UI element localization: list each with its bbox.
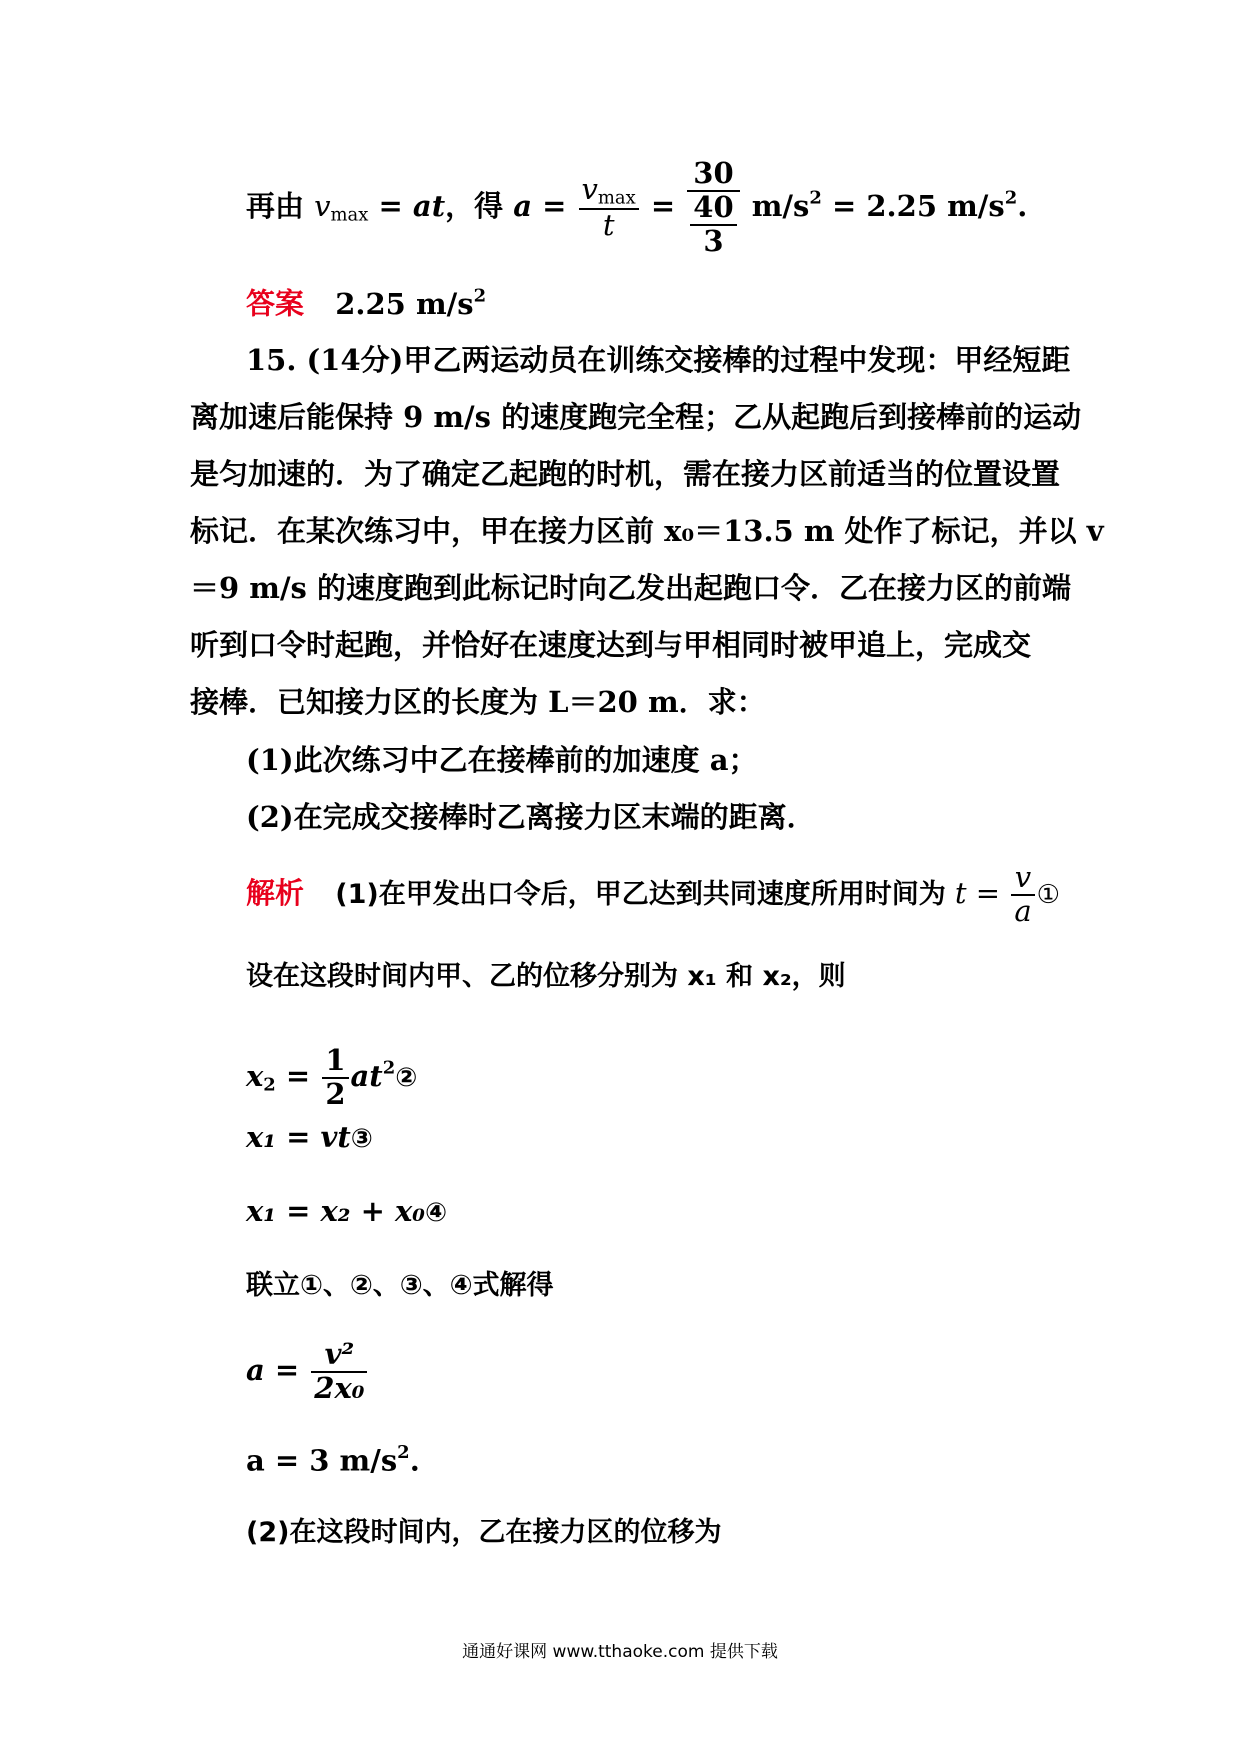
frac-den-2: 2	[325, 1076, 346, 1111]
result: = 2.25 m/s	[821, 188, 1005, 223]
frac-den-t: t	[602, 208, 615, 243]
formula-line	[246, 158, 1027, 258]
var-t: t	[954, 875, 967, 910]
equation-3	[246, 1120, 373, 1154]
frac-num-30: 30	[687, 158, 739, 192]
var-at: at	[350, 1058, 383, 1093]
text-prefix: 再由	[246, 188, 305, 223]
answer-line	[246, 287, 486, 319]
question-2: (2)在完成交接棒时乙离接力区末端的距离．	[246, 800, 816, 834]
equals: =	[640, 188, 686, 223]
problem-line-1: 15. (14分)甲乙两运动员在训练交接棒的过程中发现：甲经短距	[246, 343, 1071, 377]
equation-2	[246, 1045, 417, 1111]
solution-line-1	[246, 862, 1060, 928]
solution-text: (1)在甲发出口令后，甲乙达到共同速度所用时间为	[335, 878, 946, 910]
problem-line-4: 标记．在某次练习中，甲在接力区前 x₀＝13.5 m 处作了标记，并以 v	[190, 514, 1104, 548]
frac-num-1: 1	[322, 1045, 348, 1079]
circled-3: ③	[350, 1124, 373, 1154]
var-at: at	[412, 188, 446, 223]
a-result	[246, 1444, 420, 1476]
text-mid: ，得	[445, 188, 514, 223]
frac-den-a: a	[1014, 893, 1032, 928]
equals: =	[966, 875, 1010, 910]
circled-4: ④	[424, 1198, 448, 1228]
circled-1: ①	[1036, 879, 1061, 910]
problem-line-3: 是匀加速的．为了确定乙起跑的时机，需在接力区前适当的位置设置	[190, 457, 1061, 491]
frac-num-v: v	[581, 171, 598, 206]
fraction-half	[322, 1045, 348, 1111]
frac-den-3: 3	[703, 223, 724, 258]
frac-num-v2: v²	[324, 1337, 355, 1371]
sup: 2	[809, 187, 822, 209]
equals: =	[532, 188, 577, 223]
problem-line-6: 听到口令时起跑，并恰好在速度达到与甲相同时被甲追上，完成交	[190, 628, 1032, 662]
solution-line-2: 设在这段时间内甲、乙的位移分别为 x₁ 和 x₂，则	[246, 961, 846, 992]
equation-3-text: x₁ = vt	[246, 1120, 351, 1154]
part-2-line: (2)在这段时间内，乙在接力区的位移为	[246, 1517, 722, 1548]
period: .	[1017, 188, 1028, 223]
sup: 2	[382, 1057, 396, 1079]
equals: =	[275, 1058, 321, 1093]
a-lhs: a =	[246, 1352, 310, 1387]
problem-line-7: 接棒．已知接力区的长度为 L＝20 m．求：	[190, 685, 766, 719]
answer-value: 2.25 m/s	[335, 286, 474, 321]
var-x: x	[246, 1058, 264, 1093]
fraction-vmax-over-t	[579, 171, 639, 243]
var-a: a	[513, 188, 532, 223]
equation-4-text: x₁ = x₂ + x₀	[246, 1194, 425, 1228]
sup: 2	[397, 1442, 410, 1463]
unit: m/s	[751, 188, 810, 223]
frac-num-40: 40	[690, 192, 736, 226]
sub-max: max	[330, 204, 369, 226]
combine-line: 联立①、②、③、④式解得	[246, 1270, 554, 1301]
a-value: a = 3 m/s	[246, 1443, 398, 1478]
circled-2: ②	[395, 1062, 418, 1093]
period: .	[409, 1443, 420, 1478]
inner-fraction	[687, 189, 739, 258]
frac-num-v: v	[1014, 860, 1032, 894]
equation-4	[246, 1194, 448, 1228]
problem-line-5: ＝9 m/s 的速度跑到此标记时向乙发出起跑口令．乙在接力区的前端	[190, 571, 1071, 605]
frac-num-sub: max	[597, 187, 636, 209]
sup: 2	[473, 285, 487, 306]
equation-a	[246, 1339, 369, 1405]
fraction-v-over-a	[1011, 862, 1034, 928]
sub: 2	[263, 1074, 276, 1096]
footer: 通通好课网 www.tthaoke.com 提供下载	[462, 1642, 778, 1662]
solution-label: 解析	[246, 875, 305, 910]
answer-label: 答案	[246, 286, 305, 321]
problem-line-2: 离加速后能保持 9 m/s 的速度跑完全程；乙从起跑后到接棒前的运动	[190, 400, 1082, 434]
sup: 2	[1004, 187, 1018, 209]
equals: =	[368, 188, 413, 223]
var-v: v	[314, 188, 331, 223]
fraction-v2-over-2x0	[311, 1339, 367, 1405]
frac-den-2x0: 2x₀	[314, 1370, 365, 1405]
question-1: (1)此次练习中乙在接棒前的加速度 a；	[246, 743, 758, 777]
fraction-30-over-40-3	[687, 158, 739, 258]
